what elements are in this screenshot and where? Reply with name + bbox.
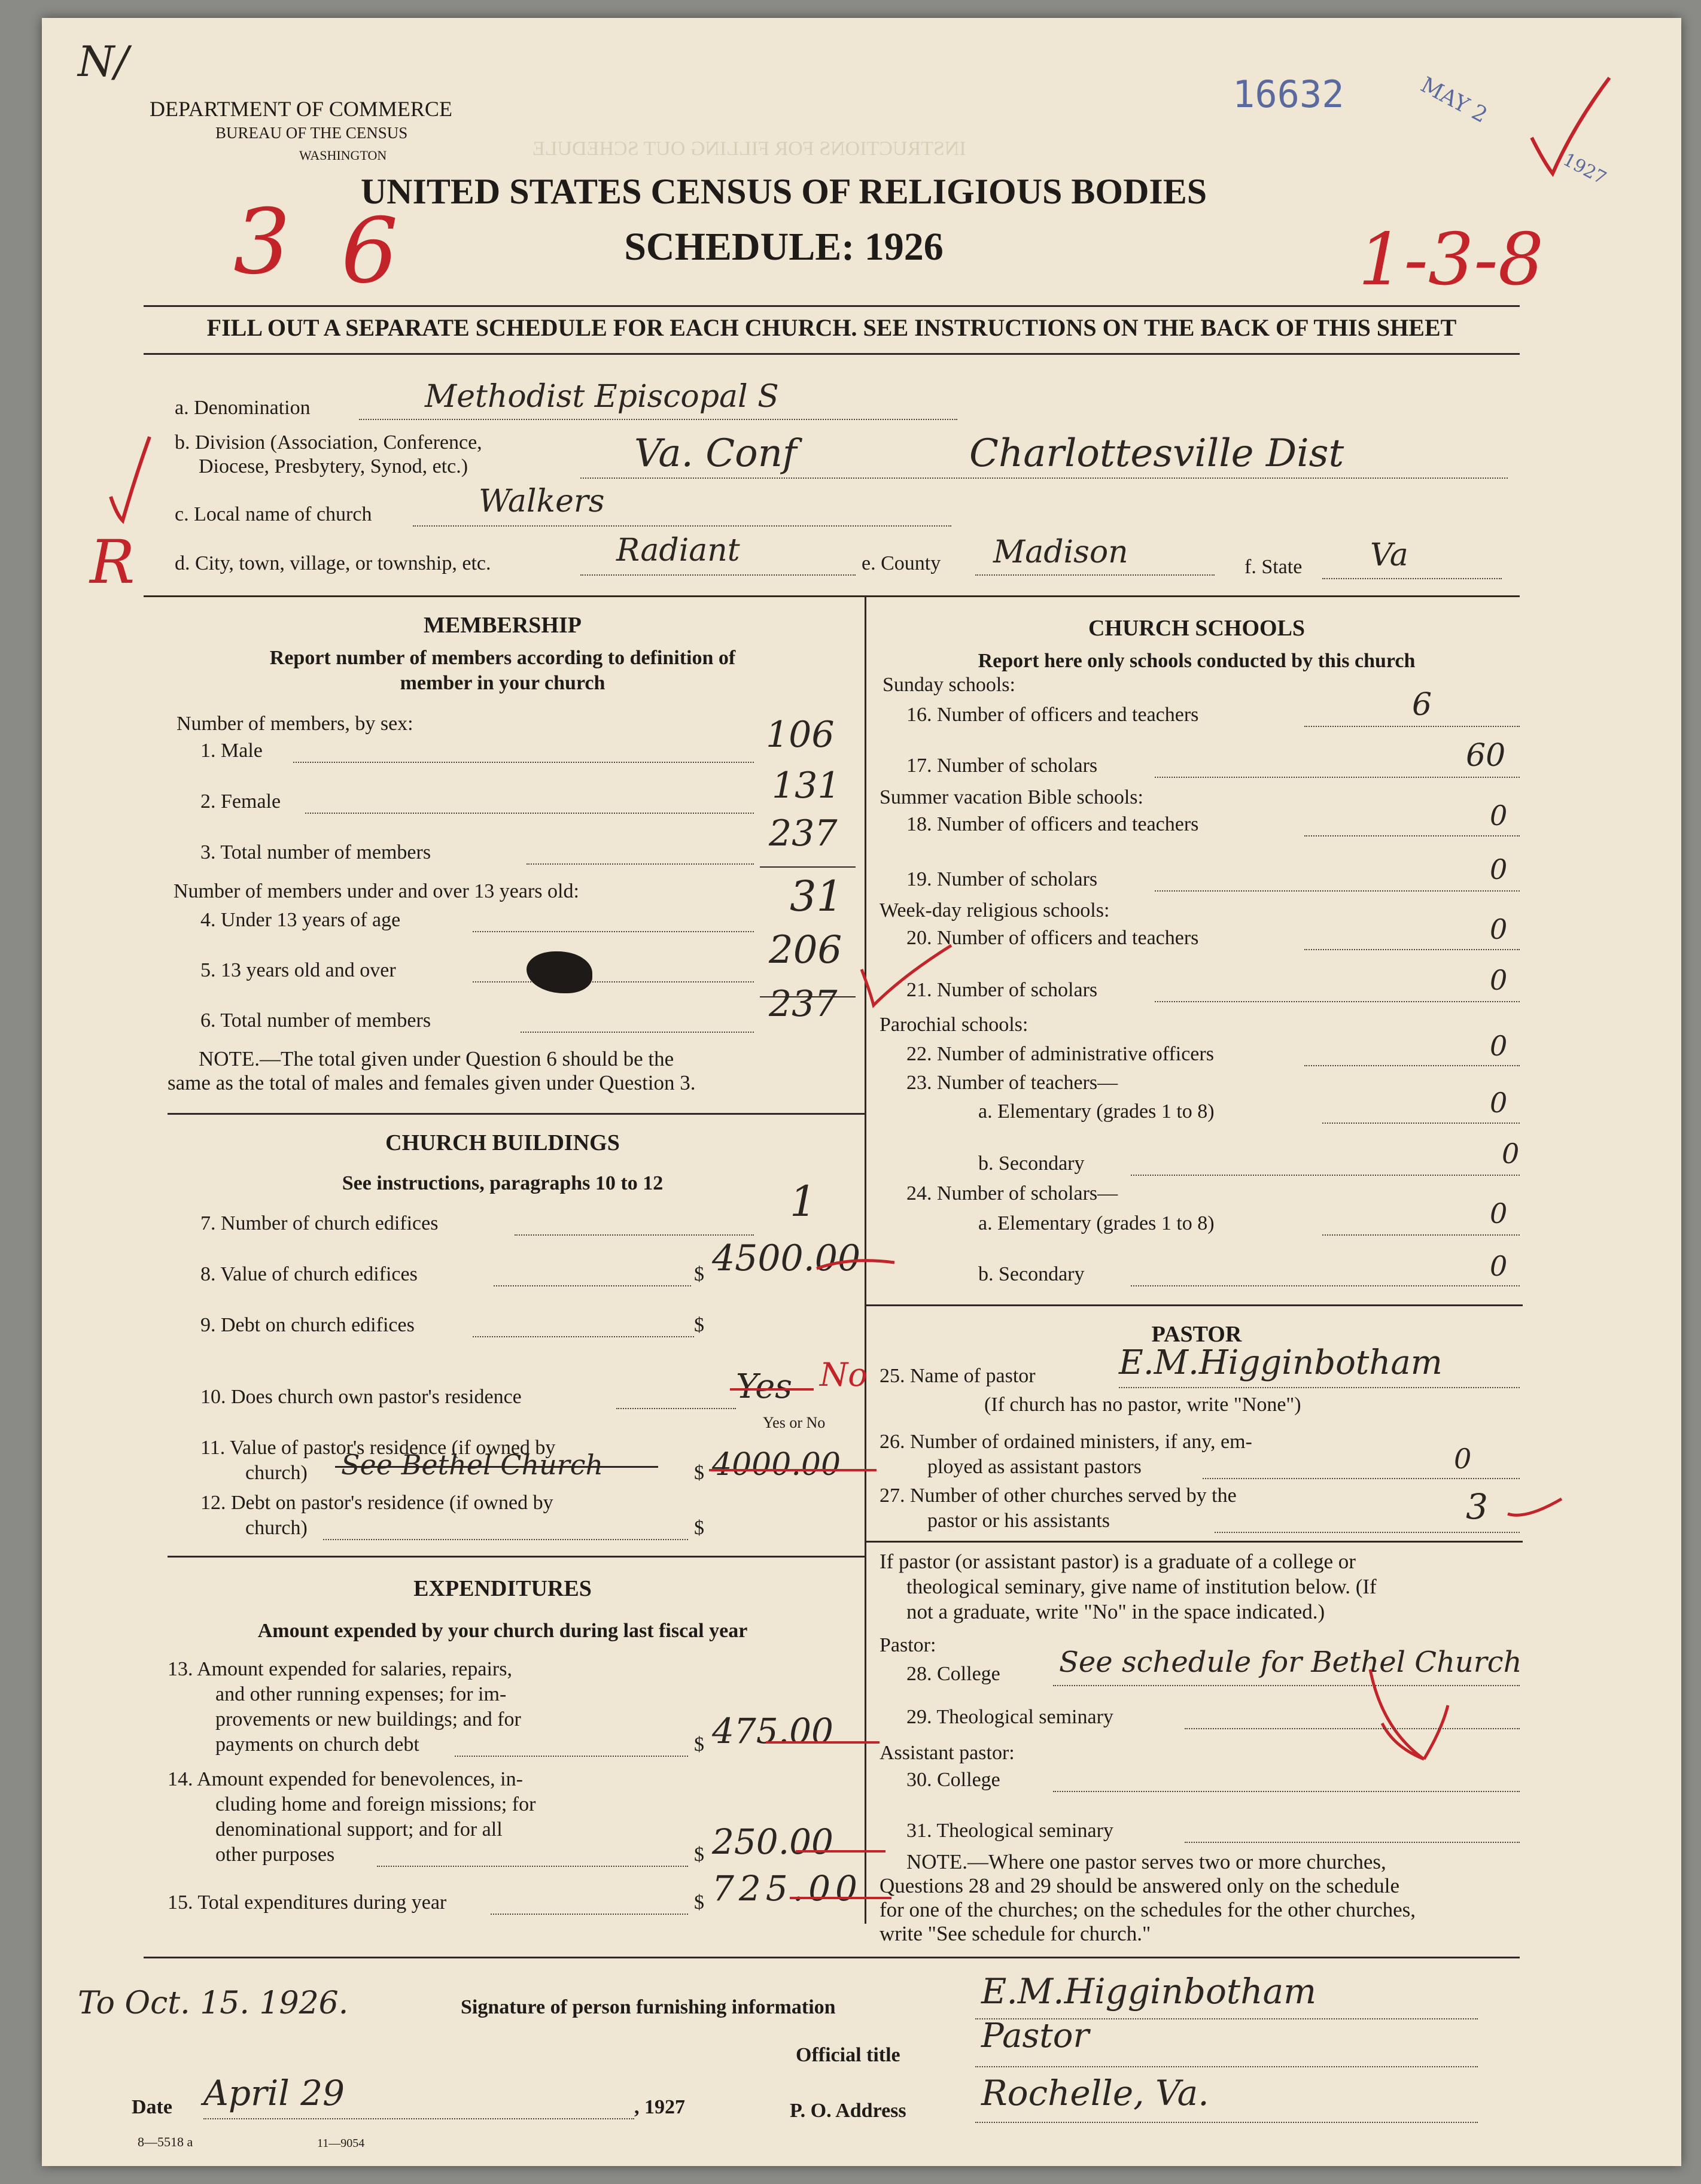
q19-line bbox=[1155, 890, 1520, 892]
section-rule bbox=[144, 595, 1520, 597]
stamp-number: 16632 bbox=[1233, 72, 1344, 116]
q4-value: 31 bbox=[790, 872, 844, 921]
city-line bbox=[580, 574, 856, 576]
margin-check-mark bbox=[102, 431, 156, 527]
q7-line bbox=[515, 1234, 754, 1236]
q8-label: 8. Value of church edifices bbox=[200, 1263, 418, 1285]
pastor-heading: PASTOR bbox=[1151, 1322, 1242, 1347]
q11-note-strike bbox=[335, 1466, 658, 1468]
division-value-2: Charlottesville Dist bbox=[969, 431, 1344, 476]
stamp-date: MAY 2 bbox=[1416, 72, 1492, 128]
parochial-schools-label: Parochial schools: bbox=[880, 1014, 1028, 1036]
form-code: 8—5518 a bbox=[138, 2134, 193, 2149]
q12-line bbox=[323, 1539, 688, 1540]
graduate-text-1: If pastor (or assistant pastor) is a graduate of a college or bbox=[880, 1550, 1356, 1573]
schools-sub: Report here only schools conducted by this church bbox=[978, 650, 1416, 672]
q10-correction: No bbox=[820, 1356, 868, 1394]
q25-value: E.M.Higginbotham bbox=[1119, 1343, 1443, 1382]
signature-label: Signature of person furnishing information bbox=[461, 1996, 836, 2018]
pastor-note-4: write "See schedule for church." bbox=[880, 1922, 1151, 1945]
q24b-value: 0 bbox=[1490, 1250, 1508, 1282]
q11-label-2: church) bbox=[245, 1462, 308, 1484]
q23a-value: 0 bbox=[1490, 1087, 1508, 1119]
fiscal-year-note: To Oct. 15. 1926. bbox=[78, 1985, 349, 2021]
q13-line bbox=[455, 1756, 688, 1757]
q26-label-2: ployed as assistant pastors bbox=[927, 1456, 1142, 1478]
q12-dollar: $ bbox=[694, 1517, 704, 1539]
q15-dollar: $ bbox=[694, 1891, 704, 1914]
division-label-1: b. Division (Association, Conference, bbox=[175, 431, 482, 454]
q11-value: 4000.00 bbox=[712, 1447, 841, 1483]
q26-label-1: 26. Number of ordained ministers, if any, em- bbox=[880, 1431, 1252, 1453]
q22-value: 0 bbox=[1490, 1030, 1508, 1062]
bleed-through-text: INSTRUCTIONS FOR FILLING OUT SCHEDULE bbox=[532, 138, 966, 160]
state-line bbox=[1322, 578, 1502, 579]
q23b-line bbox=[1131, 1175, 1520, 1176]
q15-value: 725.00 bbox=[712, 1868, 862, 1909]
schools-heading: CHURCH SCHOOLS bbox=[1088, 616, 1306, 641]
q1-value: 106 bbox=[766, 714, 835, 756]
state-value: Va bbox=[1370, 537, 1408, 573]
q13-value: 475.00 bbox=[712, 1711, 833, 1751]
q27-line bbox=[1215, 1532, 1520, 1533]
membership-sub-2: member in your church bbox=[400, 672, 605, 694]
q14-red-mark bbox=[796, 1850, 886, 1853]
q9-label: 9. Debt on church edifices bbox=[200, 1314, 415, 1336]
q5-label: 5. 13 years old and over bbox=[200, 959, 396, 981]
q14-label-2: cluding home and foreign missions; for bbox=[215, 1793, 536, 1815]
official-title-line bbox=[975, 2066, 1478, 2067]
q13-label-3: provements or new buildings; and for bbox=[215, 1708, 521, 1730]
county-line bbox=[975, 574, 1215, 576]
q2-line bbox=[305, 813, 754, 814]
q24-label: 24. Number of scholars— bbox=[906, 1182, 1118, 1204]
q20-label: 20. Number of officers and teachers bbox=[906, 927, 1199, 949]
print-code: 11—9054 bbox=[317, 2137, 365, 2150]
stamp-year: 1927 bbox=[1559, 149, 1610, 189]
q3-line bbox=[527, 863, 754, 865]
q18-value: 0 bbox=[1490, 799, 1508, 832]
q12-label-1: 12. Debt on pastor's residence (if owned by bbox=[200, 1492, 553, 1514]
denomination-value: Methodist Episcopal S bbox=[425, 379, 779, 415]
q8-value: 4500.00 bbox=[712, 1237, 861, 1279]
q27-label-2: pastor or his assistants bbox=[927, 1510, 1110, 1532]
q25-label: 25. Name of pastor bbox=[880, 1365, 1036, 1387]
assistant-sub-label: Assistant pastor: bbox=[880, 1742, 1015, 1764]
pastor-sub-label: Pastor: bbox=[880, 1634, 936, 1656]
date-label: Date bbox=[132, 2096, 172, 2118]
q23a-line bbox=[1322, 1123, 1520, 1124]
date-line bbox=[203, 2118, 634, 2119]
q9-line bbox=[473, 1336, 694, 1337]
official-title-value: Pastor bbox=[981, 2016, 1090, 2055]
margin-mark-r: R bbox=[90, 527, 135, 597]
q28-red-arrow bbox=[1358, 1657, 1466, 1777]
q24a-line bbox=[1322, 1234, 1520, 1236]
city-name: WASHINGTON bbox=[299, 148, 387, 163]
q4-line bbox=[473, 931, 754, 932]
pastor-note-3: for one of the churches; on the schedules for the other churches, bbox=[880, 1898, 1416, 1921]
date-year: , 1927 bbox=[634, 2096, 685, 2118]
q23-label: 23. Number of teachers— bbox=[906, 1072, 1118, 1094]
q14-line bbox=[377, 1866, 688, 1867]
q18-line bbox=[1304, 835, 1520, 837]
buildings-sub: See instructions, paragraphs 10 to 12 bbox=[342, 1172, 664, 1194]
red-mark-code: 1-3-8 bbox=[1358, 218, 1544, 302]
form-corner-mark: N/ bbox=[78, 37, 129, 86]
membership-sub-1: Report number of members according to definition of bbox=[269, 647, 736, 669]
q8-red-underline bbox=[814, 1248, 897, 1277]
schedule-title: SCHEDULE: 1926 bbox=[624, 225, 944, 269]
q13-red-mark bbox=[766, 1741, 880, 1744]
census-form bbox=[42, 18, 1681, 2166]
q15-label: 15. Total expenditures during year bbox=[168, 1891, 447, 1914]
state-label: f. State bbox=[1244, 556, 1303, 578]
q30-line bbox=[1053, 1791, 1520, 1792]
members-by-sex-label: Number of members, by sex: bbox=[177, 713, 413, 735]
buildings-rule bbox=[168, 1556, 865, 1558]
q4-label: 4. Under 13 years of age bbox=[200, 909, 401, 931]
q10-label: 10. Does church own pastor's residence bbox=[200, 1386, 522, 1408]
q16-value: 6 bbox=[1412, 687, 1432, 723]
q24b-line bbox=[1131, 1285, 1520, 1286]
q13-dollar: $ bbox=[694, 1733, 704, 1756]
red-mark-6: 6 bbox=[341, 199, 398, 303]
q24a-value: 0 bbox=[1490, 1197, 1508, 1230]
po-address-label: P. O. Address bbox=[790, 2100, 906, 2122]
po-address-line bbox=[975, 2122, 1478, 2123]
department-name: DEPARTMENT OF COMMERCE bbox=[150, 97, 452, 121]
pastor-note-1: NOTE.—Where one pastor serves two or more churches, bbox=[906, 1850, 1386, 1873]
summer-schools-label: Summer vacation Bible schools: bbox=[880, 786, 1143, 808]
q22-label: 22. Number of administrative officers bbox=[906, 1043, 1214, 1065]
q31-line bbox=[1185, 1842, 1520, 1843]
header-rule-bottom bbox=[144, 353, 1520, 355]
q16-label: 16. Number of officers and teachers bbox=[906, 704, 1199, 726]
division-value-1: Va. Conf bbox=[634, 431, 797, 476]
form-title: UNITED STATES CENSUS OF RELIGIOUS BODIES bbox=[360, 172, 1207, 211]
q19-value: 0 bbox=[1490, 853, 1508, 886]
q27-value: 3 bbox=[1466, 1486, 1488, 1527]
q28-label: 28. College bbox=[906, 1663, 1000, 1685]
q17-line bbox=[1155, 777, 1520, 778]
q8-line bbox=[494, 1285, 691, 1286]
q10-value: Yes bbox=[736, 1367, 792, 1406]
q25-note: (If church has no pastor, write "None") bbox=[984, 1394, 1301, 1416]
q7-value: 1 bbox=[790, 1177, 817, 1226]
q10-strike bbox=[730, 1388, 814, 1391]
membership-rule bbox=[168, 1113, 865, 1115]
city-value: Radiant bbox=[616, 533, 740, 568]
city-label: d. City, town, village, or township, etc. bbox=[175, 552, 491, 574]
membership-note-2: same as the total of males and females given under Question 3. bbox=[168, 1071, 696, 1094]
q29-label: 29. Theological seminary bbox=[906, 1706, 1113, 1728]
q21-value: 0 bbox=[1490, 964, 1508, 996]
q2-label: 2. Female bbox=[200, 790, 281, 813]
local-name-label: c. Local name of church bbox=[175, 503, 372, 525]
denomination-line bbox=[359, 419, 957, 420]
footer-rule bbox=[144, 1957, 1520, 1958]
q26-line bbox=[1203, 1478, 1520, 1479]
division-line bbox=[580, 477, 1508, 479]
local-name-line bbox=[413, 525, 951, 527]
q14-value: 250.00 bbox=[712, 1821, 833, 1862]
q23b-label: b. Secondary bbox=[978, 1152, 1085, 1175]
q15-line bbox=[491, 1914, 688, 1915]
q24a-label: a. Elementary (grades 1 to 8) bbox=[978, 1212, 1215, 1234]
q13-label-1: 13. Amount expended for salaries, repairs, bbox=[168, 1658, 512, 1680]
q22-line bbox=[1304, 1065, 1520, 1066]
q6-value: 237 bbox=[769, 983, 838, 1025]
q17-value: 60 bbox=[1466, 738, 1506, 774]
q8-dollar: $ bbox=[694, 1263, 704, 1285]
q10-line bbox=[616, 1408, 736, 1409]
fill-instruction: FILL OUT A SEPARATE SCHEDULE FOR EACH CHURCH. SEE INSTRUCTIONS ON THE BACK OF THIS SHEET bbox=[206, 314, 1457, 341]
q25-line bbox=[1119, 1387, 1520, 1388]
q1-label: 1. Male bbox=[200, 740, 263, 762]
q27-check-mark bbox=[1502, 1490, 1568, 1526]
county-value: Madison bbox=[993, 534, 1128, 570]
q20-value: 0 bbox=[1490, 913, 1508, 945]
ink-blot bbox=[527, 951, 592, 993]
q13-label-4: payments on church debt bbox=[215, 1733, 419, 1756]
membership-heading: MEMBERSHIP bbox=[424, 613, 582, 638]
q26-value: 0 bbox=[1454, 1443, 1472, 1475]
q14-dollar: $ bbox=[694, 1844, 704, 1866]
denomination-label: a. Denomination bbox=[175, 397, 311, 419]
q15-red-mark bbox=[790, 1897, 891, 1899]
county-label: e. County bbox=[862, 552, 941, 574]
q11-strike bbox=[709, 1469, 877, 1471]
q3-label: 3. Total number of members bbox=[200, 841, 431, 863]
q23b-value: 0 bbox=[1502, 1137, 1520, 1170]
local-name-value: Walkers bbox=[479, 483, 605, 519]
pastor-rule bbox=[865, 1541, 1523, 1543]
q29-line bbox=[1185, 1728, 1520, 1729]
q20-line bbox=[1304, 949, 1520, 950]
membership-note-1: NOTE.—The total given under Question 6 should be the bbox=[199, 1047, 674, 1070]
q7-label: 7. Number of church edifices bbox=[200, 1212, 439, 1234]
date-value: April 29 bbox=[203, 2073, 345, 2113]
q23a-label: a. Elementary (grades 1 to 8) bbox=[978, 1100, 1215, 1123]
q21-line bbox=[1155, 1001, 1520, 1002]
q27-label-1: 27. Number of other churches served by the bbox=[880, 1485, 1237, 1507]
official-title-label: Official title bbox=[796, 2044, 900, 2066]
q21-label: 21. Number of scholars bbox=[906, 979, 1098, 1001]
red-mark-3: 3 bbox=[233, 190, 291, 294]
buildings-heading: CHURCH BUILDINGS bbox=[385, 1130, 620, 1155]
members-by-age-label: Number of members under and over 13 years old: bbox=[174, 880, 579, 902]
expenditures-heading: EXPENDITURES bbox=[413, 1576, 592, 1601]
q13-label-2: and other running expenses; for im- bbox=[215, 1683, 507, 1705]
q18-label: 18. Number of officers and teachers bbox=[906, 813, 1199, 835]
q14-label-1: 14. Amount expended for benevolences, in- bbox=[168, 1768, 523, 1790]
q2-value: 131 bbox=[772, 765, 841, 807]
q1-line bbox=[293, 762, 754, 763]
q5-line bbox=[473, 981, 754, 983]
q19-label: 19. Number of scholars bbox=[906, 868, 1098, 890]
q14-label-4: other purposes bbox=[215, 1844, 335, 1866]
graduate-text-2: theological seminary, give name of institution below. (If bbox=[906, 1575, 1377, 1598]
weekday-schools-label: Week-day religious schools: bbox=[880, 899, 1110, 921]
q9-dollar: $ bbox=[694, 1314, 704, 1336]
header-rule-top bbox=[144, 305, 1520, 307]
q12-label-2: church) bbox=[245, 1517, 308, 1539]
pastor-note-2: Questions 28 and 29 should be answered only on the schedule bbox=[880, 1874, 1400, 1897]
q16-line bbox=[1304, 726, 1520, 727]
q6-label: 6. Total number of members bbox=[200, 1009, 431, 1032]
q14-label-3: denominational support; and for all bbox=[215, 1818, 503, 1841]
q11-note: See Bethel Church bbox=[341, 1449, 604, 1481]
q6-line bbox=[521, 1032, 754, 1033]
schools-rule bbox=[865, 1304, 1523, 1306]
yes-no-hint: Yes or No bbox=[763, 1414, 826, 1431]
q17-label: 17. Number of scholars bbox=[906, 755, 1098, 777]
q3-total-rule bbox=[760, 866, 856, 868]
po-address-value: Rochelle, Va. bbox=[981, 2073, 1209, 2113]
q31-label: 31. Theological seminary bbox=[906, 1820, 1113, 1842]
q30-label: 30. College bbox=[906, 1769, 1000, 1791]
q3-value: 237 bbox=[769, 813, 838, 854]
q5-value: 206 bbox=[769, 928, 842, 972]
q24b-label: b. Secondary bbox=[978, 1263, 1085, 1285]
division-label-2: Diocese, Presbytery, Synod, etc.) bbox=[199, 455, 468, 477]
q28-value: See schedule for Bethel Church bbox=[1059, 1645, 1522, 1679]
sunday-schools-label: Sunday schools: bbox=[883, 674, 1015, 696]
red-check-mark bbox=[1520, 72, 1615, 180]
q11-dollar: $ bbox=[694, 1462, 704, 1484]
signature-value: E.M.Higginbotham bbox=[981, 1971, 1317, 2012]
graduate-text-3: not a graduate, write "No" in the space indicated.) bbox=[906, 1600, 1325, 1623]
expenditures-sub: Amount expended by your church during last fiscal year bbox=[257, 1620, 748, 1642]
bureau-name: BUREAU OF THE CENSUS bbox=[215, 124, 408, 142]
q11-label-1: 11. Value of pastor's residence (if owned by bbox=[200, 1437, 556, 1459]
